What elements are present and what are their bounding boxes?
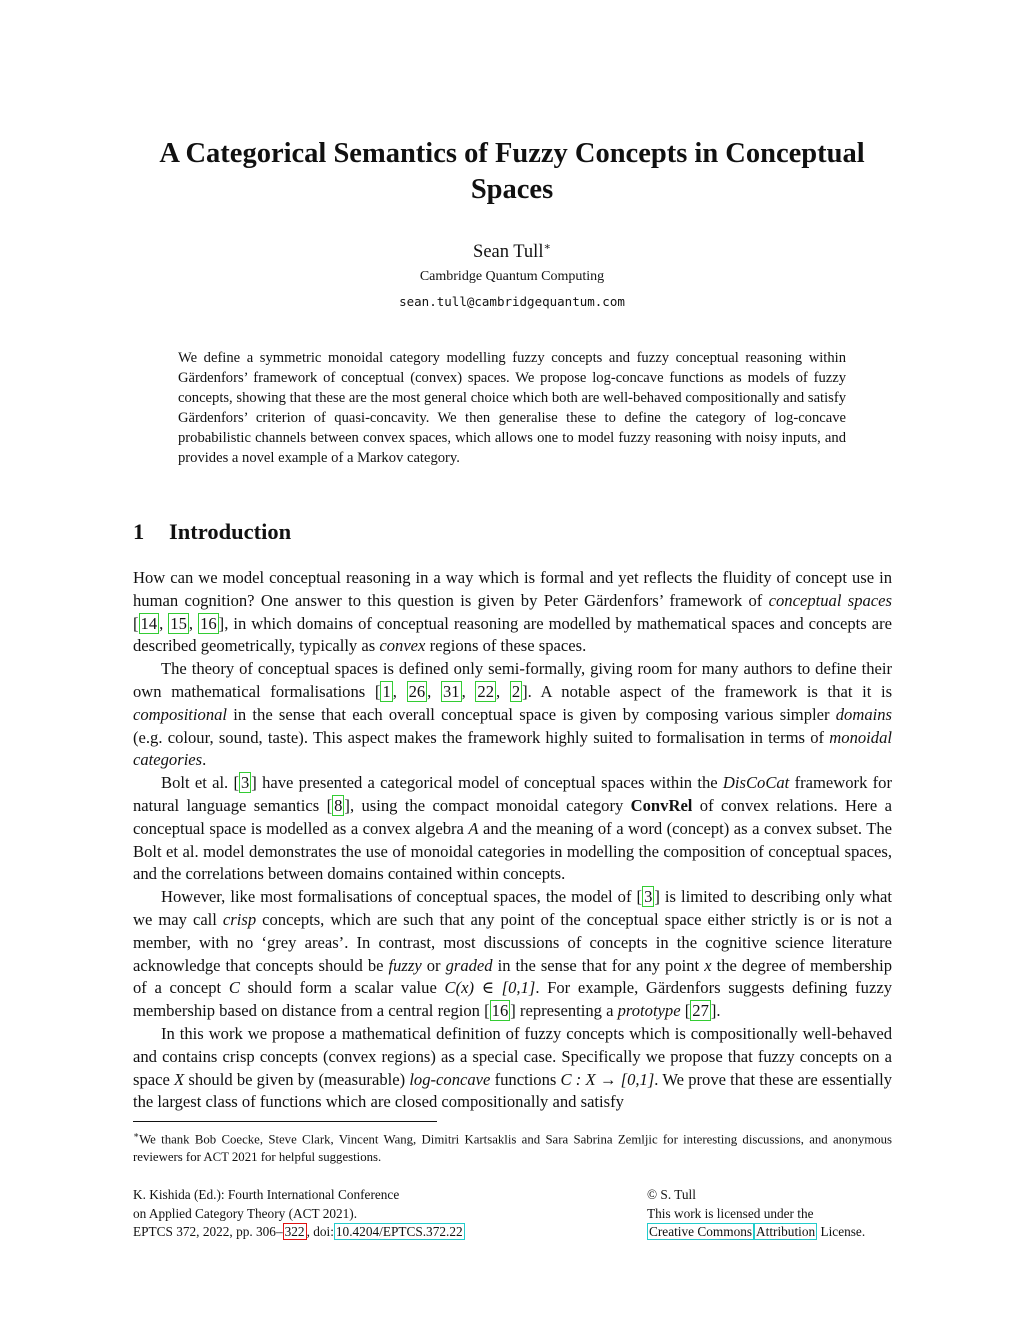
publication-info: K. Kishida (Ed.): Fourth International Conference on Applied Category Theory (ACT 2021). EPTCS 372, 2022, pp. 306– 322 , doi: 10.4204/EPTCS.372.22 xyxy=(133,1187,463,1239)
creative-commons-link[interactable]: Creative Commons xyxy=(649,1224,753,1239)
author-name xyxy=(0,240,1024,263)
citation-link[interactable]: 15 xyxy=(170,613,187,633)
citation-link[interactable]: 22 xyxy=(477,681,494,701)
body-text xyxy=(133,567,892,1114)
citation-link[interactable]: 31 xyxy=(442,681,460,701)
author-email[interactable]: sean.tull@cambridgequantum.com xyxy=(399,294,625,309)
citation-link[interactable]: 27 xyxy=(692,1001,709,1021)
paragraph: Bolt et al. [ 3 ] have presented a categorical model of conceptual spaces within the DisCoCat framework for natural language semantics [ 8 ], using the compact monoidal category ConvRel of convex relations. Here a conceptual space is modelled as a convex algebra A and the meaning of a word (concept) as a convex subset. The Bolt et al. model demonstrates the use of monoidal categories in modelling the composition of conceptual spaces, and the correlations between domains contained within concepts. xyxy=(133,773,892,884)
paragraph: The theory of conceptual spaces is defined only semi-formally, giving room for many authors to define their own mathematical formalisations [ 1 , 26 , 31 , 22 , 2 ]. A notable aspect of the framework is that it is compositional in the sense that each overall conceptual space is given by composing various simpler domains (e.g. colour, sound, taste). This aspect makes the framework highly suited to formalisation in terms of monoidal categories. xyxy=(133,659,893,770)
section-title: Introduction xyxy=(169,519,292,544)
citation-link[interactable]: 26 xyxy=(408,681,426,701)
author-name-text: Sean Tull xyxy=(473,242,544,263)
affiliation: Cambridge Quantum Computing xyxy=(419,269,605,284)
citation-link[interactable]: 3 xyxy=(644,887,653,907)
paper-title: A Categorical Semantics of Fuzzy Concepts in Conceptual Spaces xyxy=(159,138,865,205)
citation-link[interactable]: 14 xyxy=(140,613,158,633)
section-number: 1 xyxy=(133,519,145,544)
abstract: We define a symmetric monoidal category modelling fuzzy concepts and fuzzy conceptual reasoning within Gärdenfors’ framework of conceptual (convex) spaces. We propose log-concave functions as models of fuzzy concepts, showing that these are the most general choice which both are well-behaved compositionally and satisfy Gärdenfors’ criterion of quasi-concavity. We then generalise these to define the category of log-concave probabilistic channels between convex spaces, which allows one to model fuzzy reasoning with noisy inputs, and provides a novel example of a Markov category. xyxy=(178,350,846,466)
author-footnote-mark[interactable]: ∗ xyxy=(543,241,551,253)
footnote-rule xyxy=(133,1121,437,1122)
citation-link[interactable]: 2 xyxy=(511,681,521,701)
attribution-link[interactable]: Attribution xyxy=(756,1224,816,1239)
section-heading xyxy=(133,519,291,545)
footnote-text: We thank Bob Coecke, Steve Clark, Vincent Wang, Dimitri Kartsaklis and Sara Sabrina Zemljic for interesting discussions, and anonymous reviewers for ACT 2021 for helpful suggestions. xyxy=(133,1132,892,1164)
footnote-mark: ∗ xyxy=(133,1130,140,1140)
last-page-link[interactable]: 322 xyxy=(284,1224,305,1239)
citation-link[interactable]: 3 xyxy=(241,773,250,793)
paragraph: However, like most formalisations of conceptual spaces, the model of [ 3 ] is limited to describing only what we may call crisp concepts, which are such that any point of the conceptual space either strictly is or is not a member, with no ‘grey areas’. In contrast, most discussions of concepts in the cognitive science literature acknowledge that concepts should be fuzzy or graded in the sense that for any point x the degree of membership of a concept C should form a scalar value C(x) ∈ [0,1]. For example, Gärdenfors suggests defining fuzzy membership based on distance from a central region [ 16 ] representing a prototype [ 27 ]. xyxy=(133,887,893,1021)
citation-link[interactable]: 16 xyxy=(491,1001,509,1021)
license-info: © S. Tull This work is licensed under the Creative Commons Attribution License. xyxy=(647,1187,866,1239)
footnote xyxy=(133,1127,892,1166)
paragraph: In this work we propose a mathematical definition of fuzzy concepts which is compositionally well-behaved and contains crisp concepts (convex regions) as a special case. Specifically we propose that fuzzy concepts on a space X should be given by (measurable) log-concave functions C : X → [0,1]. We prove that these are essentially the largest class of functions which are closed compositionally and satisfy xyxy=(133,1023,893,1112)
citation-link[interactable]: 16 xyxy=(200,613,217,633)
paragraph: How can we model conceptual reasoning in a way which is formal and yet reflects the fluidity of concept use in human cognition? One answer to this question is given by Peter Gärdenfors’ framework of conceptual spaces [ 14 , 15 , 16 ], in which domains of conceptual reasoning are modelled by mathematical spaces and concepts are described geometrically, typically as convex regions of these spaces. xyxy=(133,568,893,656)
citation-link[interactable]: 1 xyxy=(382,681,391,701)
citation-link[interactable]: 8 xyxy=(334,795,343,815)
doi-link[interactable]: 10.4204/EPTCS.372.22 xyxy=(335,1224,463,1239)
